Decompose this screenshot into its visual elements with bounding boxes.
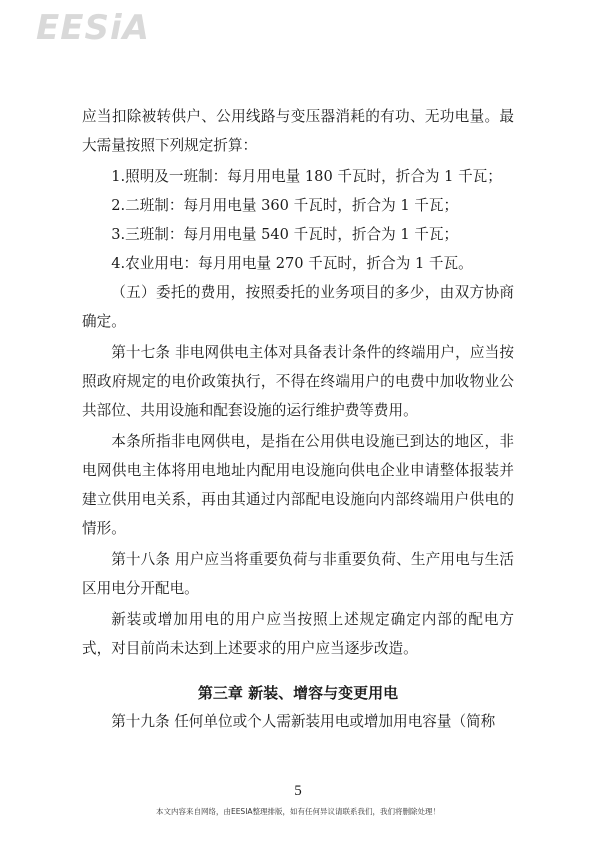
paragraph-entrusted-fees: （五）委托的费用，按照委托的业务项目的多少，由双方协商确定。 — [82, 284, 514, 330]
chapter-title: 第三章 新装、增容与变更用电 — [197, 684, 399, 702]
list-item: 4.农业用电：每月用电量 270 千瓦时，折合为 1 千瓦。 — [111, 255, 473, 272]
article-17-definition: 本条所指非电网供电，是指在公用供电设施已到达的地区，非电网供电主体将用电地址内配用电设施向供电企业申请整体报装并建立供用电关系，再由其通过内部配电设施向内部终端用户供电的情形。 — [82, 433, 514, 537]
article-18-continued: 新装或增加用电的用户应当按照上述规定确定内部的配电方式，对目前尚未达到上述要求的用户应当逐步改造。 — [82, 611, 514, 657]
list-item: 1.照明及一班制：每月用电量 180 千瓦时，折合为 1 千瓦； — [111, 168, 502, 185]
footer-notice: 本文内容来自网络，由EESIA整理排版，如有任何异议请联系我们，我们将删除处理！ — [155, 807, 441, 816]
article-18: 第十八条 用户应当将重要负荷与非重要负荷、生产用电与生活区用电分开配电。 — [82, 551, 514, 597]
list-item: 2.二班制：每月用电量 360 千瓦时，折合为 1 千瓦； — [111, 197, 459, 214]
paragraph-demand-conversion: 应当扣除被转供户、公用线路与变压器消耗的有功、无功电量。最大需量按照下列规定折算： — [82, 108, 514, 154]
list-item: 3.三班制：每月用电量 540 千瓦时，折合为 1 千瓦； — [111, 226, 459, 243]
article-17: 第十七条 非电网供电主体对具备表计条件的终端用户，应当按照政府规定的电价政策执行，不得在终端用户的电费中加收物业公共部位、共用设施和配套设施的运行维护费等费用。 — [82, 344, 514, 419]
document-body — [82, 102, 514, 738]
eesia-logo: EESiA — [36, 8, 150, 48]
article-19: 第十九条 任何单位或个人需新装用电或增加用电容量（简称 — [111, 713, 496, 730]
page-number: 5 — [294, 783, 302, 799]
